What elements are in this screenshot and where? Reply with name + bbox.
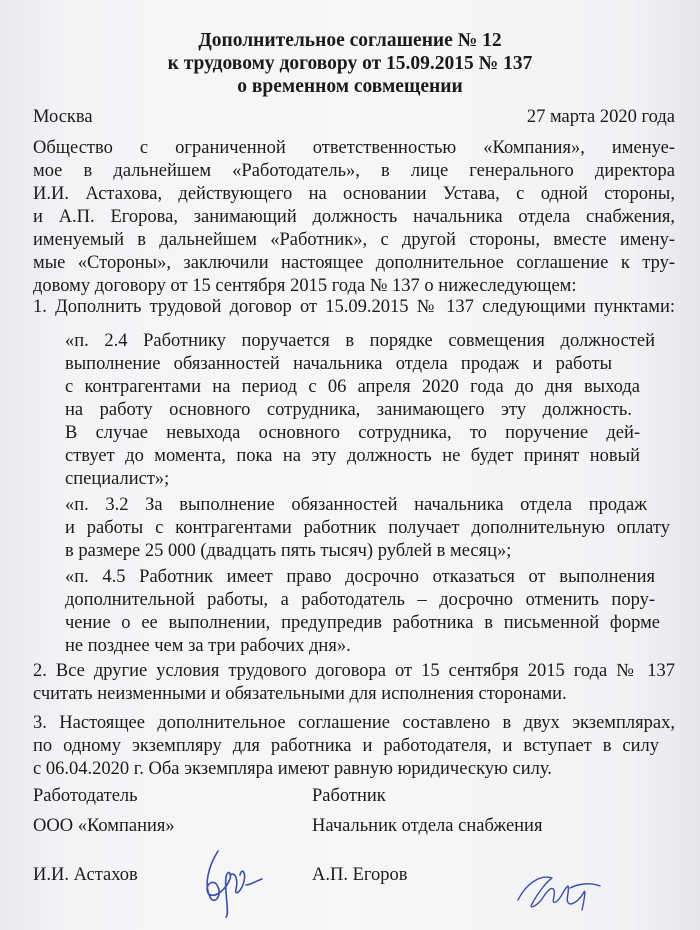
employee-signature <box>512 866 604 916</box>
date: 27 марта 2020 года <box>526 107 675 127</box>
quote-2-4-line: ствует до момента, пока на эту должность не будет принят новый <box>65 446 640 466</box>
item-3-line: по одному экземпляру для работника и работодателя, и вступает в силу <box>33 736 659 756</box>
quote-2-4-line: на работу основного сотрудника, занимающего эту должность. <box>65 400 632 420</box>
intro-line: Общество с ограниченной ответственностью «Компания», именуе- <box>33 138 675 158</box>
employee-label: Работник <box>312 786 386 806</box>
intro-line: И.И. Астахова, действующего на основании Устава, с одной стороны, <box>33 184 675 204</box>
intro-line: довому договору от 15 сентября 2015 года № 137 о нижеследующем: <box>33 276 577 296</box>
employer-signature <box>196 845 276 921</box>
city: Москва <box>33 107 93 127</box>
quote-4-5-line: дополнительной работы, а работодатель – досрочно отменить пору- <box>65 590 655 610</box>
doc-title-line-3: о временном совмещении <box>237 76 463 97</box>
intro-line: и А.П. Егорова, занимающий должность начальника отдела снабжения, <box>33 207 675 227</box>
employer-name: И.И. Астахов <box>33 865 138 885</box>
employee-name: А.П. Егоров <box>312 865 408 885</box>
quote-2-4-line: В случае невыхода основного сотрудника, то поручение дей- <box>65 423 640 443</box>
doc-title-line-2: к трудовому договору от 15.09.2015 № 137 <box>167 53 533 74</box>
quote-4-5-line: «п. 4.5 Работник имеет право досрочно отказаться от выполнения <box>65 567 655 587</box>
intro-line: именуемый в дальнейшем «Работник», с другой стороны, вместе имену- <box>33 230 675 250</box>
quote-3-2-line: в размере 25 000 (двадцать пять тысяч) рублей в месяц»; <box>65 541 512 561</box>
quote-3-2-line: «п. 3.2 За выполнение обязанностей начальника отдела продаж <box>65 495 647 515</box>
item-2-line: 2. Все другие условия трудового договора от 15 сентября 2015 года № 137 <box>33 661 675 681</box>
intro-line: мое в дальнейшем «Работодатель», в лице генерального директора <box>33 161 675 181</box>
employee-position: Начальник отдела снабжения <box>312 816 543 836</box>
quote-2-4-line: с контрагентами на период с 06 апреля 2020 года до дня выхода <box>65 377 640 397</box>
quote-3-2-line: и работы с контрагентами работник получает дополнительную оплату <box>65 518 670 538</box>
quote-2-4-line: специалист»; <box>65 469 170 489</box>
quote-2-4-line: «п. 2.4 Работнику поручается в порядке совмещения должностей <box>65 331 655 351</box>
item-1-heading: 1. Дополнить трудовой договор от 15.09.2015 № 137 следующими пунктами: <box>33 297 675 317</box>
item-3-line: 3. Настоящее дополнительное соглашение составлено в двух экземплярах, <box>33 713 675 733</box>
doc-title-line-1: Дополнительное соглашение № 12 <box>198 30 502 51</box>
employer-org: ООО «Компания» <box>33 816 175 836</box>
quote-2-4-line: выполнение обязанностей начальника отдела продаж и работы <box>65 354 612 374</box>
quote-4-5-line: чение о ее выполнении, предупредив работника в письменной форме <box>65 613 660 633</box>
item-2-line: считать неизменными и обязательными для исполнения сторонами. <box>33 684 567 704</box>
intro-line: мые «Стороны», заключили настоящее дополнительное соглашение к тру- <box>33 253 675 273</box>
quote-4-5-line: не позднее чем за три рабочих дня». <box>65 636 351 656</box>
employer-label: Работодатель <box>33 786 138 806</box>
item-3-line: с 06.04.2020 г. Оба экземпляра имеют равную юридическую силу. <box>33 759 552 779</box>
